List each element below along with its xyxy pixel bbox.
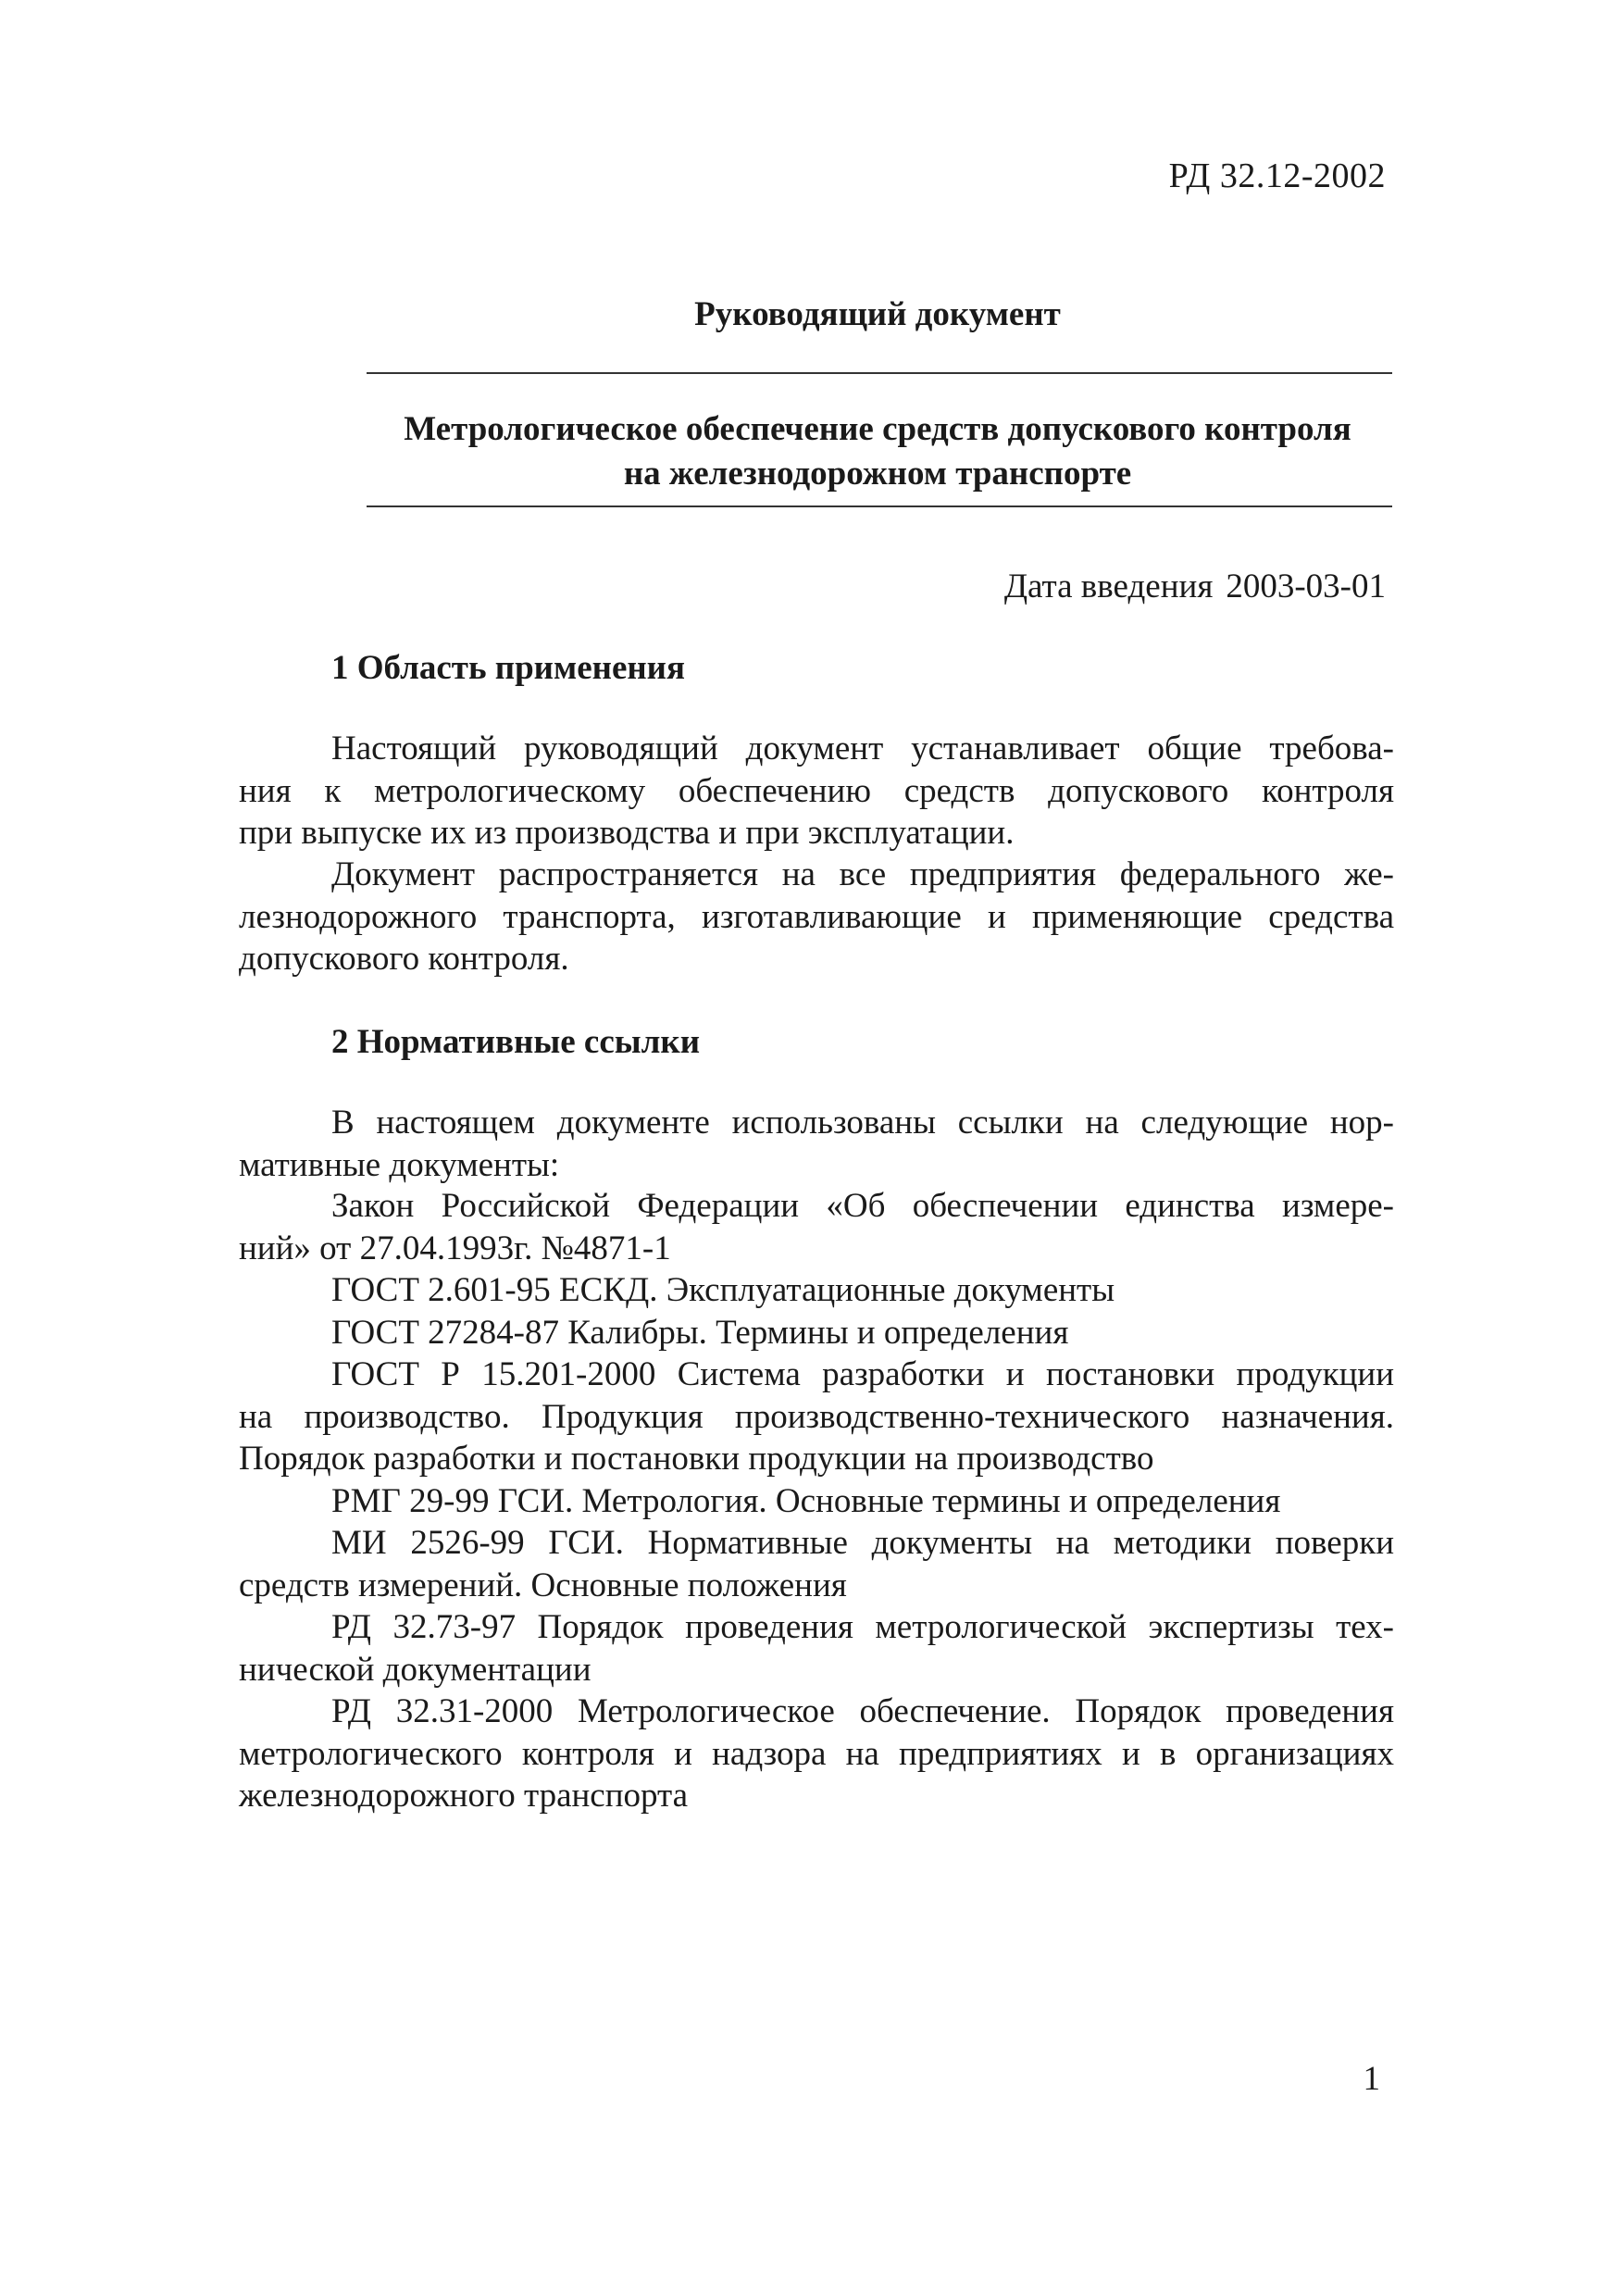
reference-line: нической документации bbox=[239, 1650, 592, 1689]
paragraph-line: Документ распространяется на все предприятия федерального же- bbox=[331, 855, 1394, 893]
document-title-line-1: Метрологическое обеспечение средств допускового контроля bbox=[404, 410, 1351, 448]
reference-line: РД 32.31-2000 Метрологическое обеспечение. Порядок проведения bbox=[331, 1692, 1394, 1730]
title-top-rule bbox=[367, 372, 1392, 374]
reference-line: Закон Российской Федерации «Об обеспечении единства измере- bbox=[331, 1187, 1394, 1225]
document-title-line-2: на железнодорожном транспорте bbox=[623, 455, 1132, 493]
title-bottom-rule bbox=[367, 505, 1392, 507]
page-number: 1 bbox=[1363, 2060, 1380, 2098]
section-1-heading: 1 Область применения bbox=[331, 649, 686, 687]
section-2-intro bbox=[239, 1102, 1394, 1186]
paragraph-line: лезнодорожного транспорта, изготавливающие и применяющие средства bbox=[239, 897, 1394, 936]
reference-item bbox=[239, 1480, 1394, 1523]
reference-line: метрологического контроля и надзора на предприятиях и в организациях bbox=[239, 1734, 1394, 1773]
reference-line: железнодорожного транспорта bbox=[239, 1777, 689, 1815]
document-type-heading: Руководящий документ bbox=[694, 295, 1061, 333]
paragraph-line: мативные документы: bbox=[239, 1145, 560, 1184]
reference-item bbox=[239, 1522, 1394, 1606]
reference-line: РД 32.73-97 Порядок проведения метрологической экспертизы тех- bbox=[331, 1608, 1394, 1646]
paragraph-line: В настоящем документе использованы ссылки на следующие нор- bbox=[331, 1104, 1394, 1142]
reference-line: ГОСТ 27284-87 Калибры. Термины и определения bbox=[331, 1313, 1069, 1352]
reference-item bbox=[239, 1606, 1394, 1691]
reference-item bbox=[239, 1312, 1394, 1354]
document-code: РД 32.12-2002 bbox=[1168, 156, 1386, 195]
reference-line: средств измерений. Основные положения bbox=[239, 1566, 847, 1604]
section-2-heading: 2 Нормативные ссылки bbox=[331, 1023, 701, 1061]
paragraph-line: при выпуске их из производства и при эксплуатации. bbox=[239, 814, 1015, 852]
reference-item bbox=[239, 1269, 1394, 1312]
reference-line: ГОСТ Р 15.201-2000 Система разработки и постановки продукции bbox=[331, 1355, 1394, 1393]
reference-line: Порядок разработки и постановки продукции на производство bbox=[239, 1440, 1154, 1478]
paragraph-line: допускового контроля. bbox=[239, 940, 569, 978]
reference-line: ний» от 27.04.1993г. №4871-1 bbox=[239, 1229, 671, 1267]
reference-item bbox=[239, 1691, 1394, 1817]
introduction-date-value: 2003-03-01 bbox=[1226, 568, 1386, 605]
reference-line: на производство. Продукция производственно-технического назначения. bbox=[239, 1397, 1394, 1436]
reference-line: ГОСТ 2.601-95 ЕСКД. Эксплуатационные документы bbox=[331, 1271, 1115, 1309]
paragraph-line: ния к метрологическому обеспечению средств допускового контроля bbox=[239, 771, 1394, 810]
section-1-paragraph-2 bbox=[239, 854, 1394, 980]
reference-item bbox=[239, 1185, 1394, 1269]
normative-references-list bbox=[239, 1185, 1394, 1817]
introduction-date-label: Дата введения bbox=[1003, 568, 1214, 605]
paragraph-line: Настоящий руководящий документ устанавливает общие требова- bbox=[331, 730, 1394, 767]
document-title bbox=[359, 407, 1396, 496]
section-1-paragraph-1 bbox=[239, 728, 1394, 855]
reference-item bbox=[239, 1354, 1394, 1480]
reference-line: МИ 2526-99 ГСИ. Нормативные документы на методики поверки bbox=[331, 1524, 1394, 1562]
reference-line: РМГ 29-99 ГСИ. Метрология. Основные термины и определения bbox=[331, 1481, 1281, 1520]
introduction-date bbox=[1004, 567, 1386, 606]
